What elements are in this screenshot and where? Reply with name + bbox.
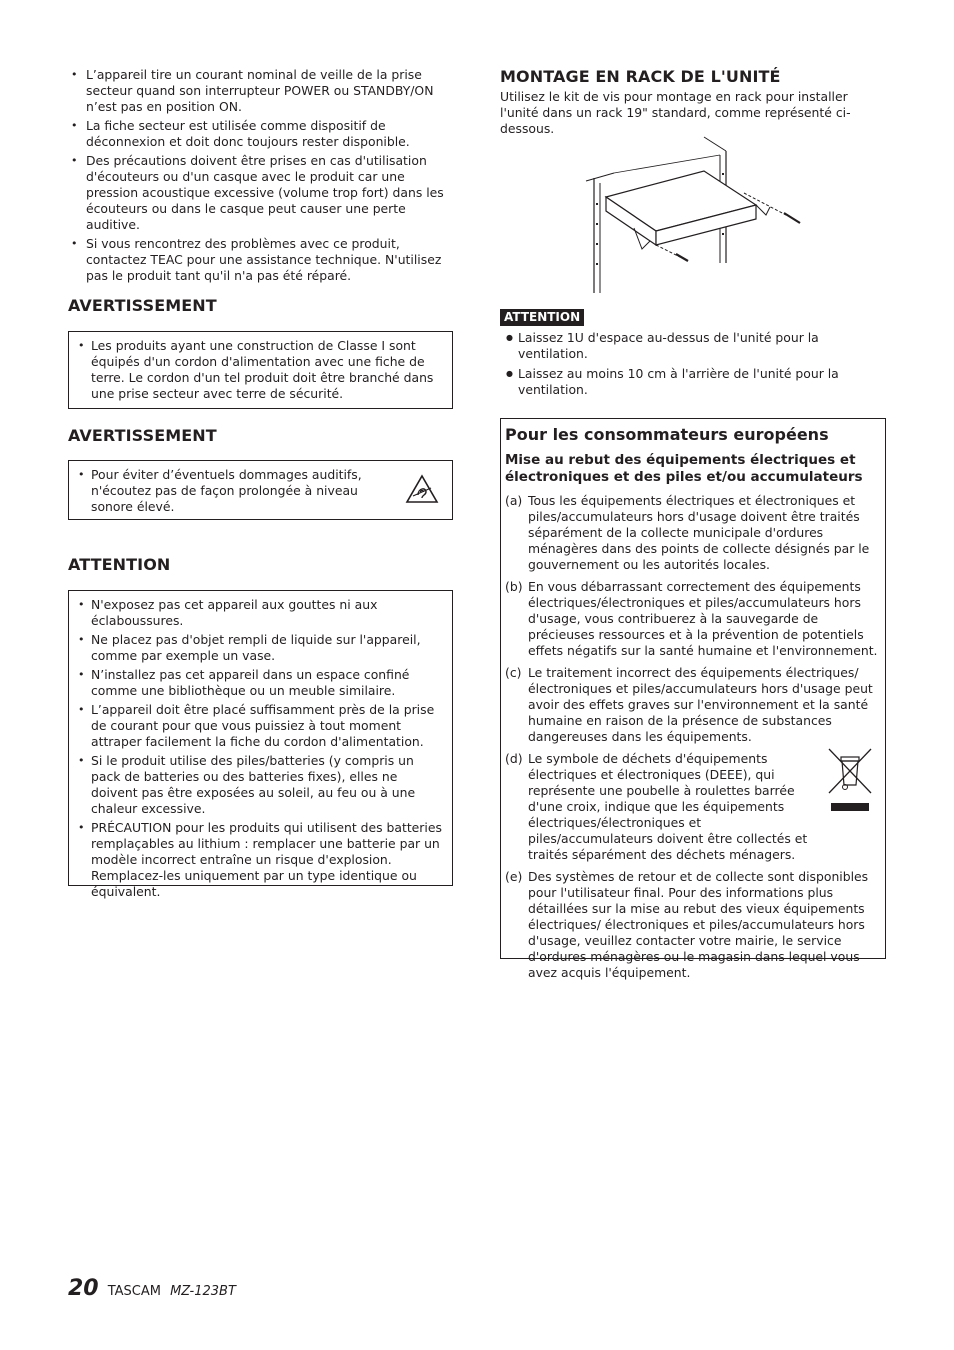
list-item: • Les produits ayant une construction de Classe I sont équipés d'un cordon d'alimentation avec une fiche de terre. Le cordon d'un tel produit doit être branché dans une prise secteur avec terre de sécurité. <box>75 338 446 402</box>
page-footer <box>68 1276 236 1301</box>
list-item: (a) Tous les équipements électriques et électroniques et piles/accumulateurs hors d'usage doivent être traités séparément de la collecte municipale d'ordures ménagères dans des points de collecte désignés par le gouvernement ou les autorités locales. <box>505 493 870 572</box>
list-item: (c) Le traitement incorrect des équipements électriques/ électroniques et piles/accumulateurs hors d'usage peut avoir des effets graves sur l'environnement et la santé humaine en raison de la présence de substances dangereuses dans les équipements. <box>505 665 873 744</box>
list-item: • PRÉCAUTION pour les produits qui utilisent des batteries remplaçables au lithium : remplacer une batterie par un modèle incorrect entraîne un risque d'explosion. Remplacez-les uniquement par un type identique ou équivalent. <box>75 820 446 900</box>
warning2-heading: AVERTISSEMENT <box>68 426 217 445</box>
caution-box <box>68 590 453 899</box>
attention-badge: ATTENTION <box>500 309 584 326</box>
caution-heading: ATTENTION <box>68 555 171 574</box>
list-item: (e) Des systèmes de retour et de collecte sont disponibles pour l'utilisateur final. Pour des informations plus détaillées sur la mise au rebut des vieux équipements électriques/ électroniques et piles/accumulateurs hors d'usage, veuillez contacter votre mairie, le service d'ordures ménagères ou le magasin dans lequel vous avez acquis l'équipement. <box>505 869 869 980</box>
rack-heading: MONTAGE EN RACK DE L'UNITÉ <box>500 67 781 86</box>
list-item: (d) Le symbole de déchets d'équipements électriques et électroniques (DEEE), qui représente une poubelle à roulettes barrée d'une croix, indique que les équipements électriques/électroniques et piles/accumulateurs doivent être collectés et traités séparément des déchets ménagers. <box>505 751 881 863</box>
hearing-warning-icon <box>405 474 439 504</box>
weee-crossed-bin-icon <box>827 747 873 813</box>
rack-mount-illustration <box>584 133 814 298</box>
list-item: • Pour éviter d’éventuels dommages auditifs, n'écoutez pas de façon prolongée à niveau sonore élevé. <box>75 467 375 515</box>
list-item: (b) En vous débarrassant correctement des équipements électriques/électroniques et piles/accumulateurs hors d'usage, vous contribuerez à la sauvegarde de précieuses ressources et à la prévention de potentiels effets négatifs sur la santé humaine et l'environnement. <box>505 579 878 658</box>
model-name: MZ-123BT <box>170 1284 236 1299</box>
rack-text: Utilisez le kit de vis pour montage en rack pour installer l'unité dans un rack 19" standard, comme représenté ci-dessous. <box>500 89 851 136</box>
list-item: • L’appareil doit être placé suffisamment près de la prise de courant pour que vous puissiez à tout moment attraper facilement la fiche du cordon d'alimentation. <box>75 702 446 750</box>
list-item: • L’appareil tire un courant nominal de veille de la prise secteur quand son interrupteur POWER ou STANDBY/ON n’est pas en position ON. <box>68 67 458 115</box>
warning1-heading: AVERTISSEMENT <box>68 296 217 315</box>
eu-subheading: Mise au rebut des équipements électriques et électroniques et des piles et/ou accumulateurs <box>505 452 863 485</box>
eu-heading: Pour les consommateurs européens <box>505 425 829 444</box>
attention-list <box>500 330 886 402</box>
list-item: • Des précautions doivent être prises en cas d'utilisation d'écouteurs ou d'un casque avec le produit car une pression acoustique excessive (volume trop fort) dans les écouteurs ou dans le casque peut causer une perte auditive. <box>68 153 458 233</box>
brand-name: TASCAM <box>107 1284 161 1299</box>
warning1-box <box>68 331 453 409</box>
list-item: • N'exposez pas cet appareil aux gouttes ni aux éclaboussures. <box>75 597 446 629</box>
list-item: ● Laissez au moins 10 cm à l'arrière de l'unité pour la ventilation. <box>500 366 886 398</box>
list-item: • Ne placez pas d'objet rempli de liquide sur l'appareil, comme par exemple un vase. <box>75 632 446 664</box>
list-item: • Si vous rencontrez des problèmes avec ce produit, contactez TEAC pour une assistance technique. N'utilisez pas le produit tant qu'il n'a pas été réparé. <box>68 236 458 284</box>
page-number: 20 <box>68 1276 99 1301</box>
list-item: • La fiche secteur est utilisée comme dispositif de déconnexion et doit donc toujours rester disponible. <box>68 118 458 150</box>
list-item: • Si le produit utilise des piles/batteries (y compris un pack de batteries ou des batteries fixes), elles ne doivent pas être exposées au soleil, au feu ou à une chaleur excessive. <box>75 753 446 817</box>
list-item: • N’installez pas cet appareil dans un espace confiné comme une bibliothèque ou un meuble similaire. <box>75 667 446 699</box>
list-item: ● Laissez 1U d'espace au-dessus de l'unité pour la ventilation. <box>500 330 886 362</box>
intro-list <box>68 67 458 287</box>
eu-consumers-box <box>500 418 886 980</box>
warning2-box <box>68 460 453 520</box>
